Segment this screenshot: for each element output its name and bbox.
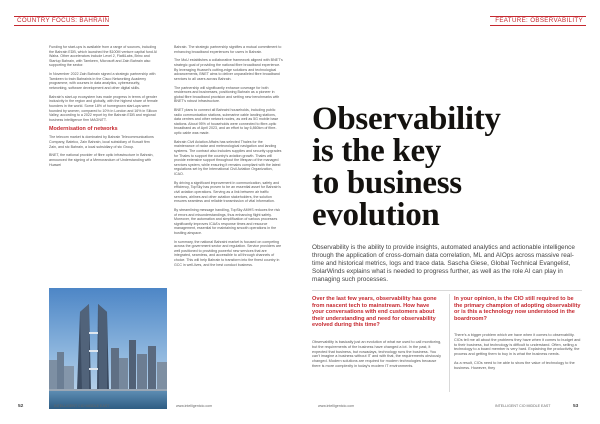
page-number-right: 53: [573, 404, 579, 409]
question-2: In your opinion, is the CIO still required to be the primary champion of adopting observability or is this a technology now understood in the boardroom?: [454, 296, 581, 322]
section-label-right: FEATURE: OBSERVABILITY: [495, 17, 583, 24]
section-label-left: COUNTRY FOCUS: BAHRAIN: [17, 17, 110, 24]
title-line: to business: [312, 165, 462, 201]
body-paragraph: By driving a significant improvement in communication, safety and efficiency, TopSky has proven to be an essential asset for Bahrain's civil aviation operations. Serving as a link between air traffic services, airlines and other aviation stakeholders, the solution ensures seamless and reliable transmission of vital information.: [174, 180, 281, 204]
footer-magazine-right: INTELLIGENT CIO MIDDLE EAST: [495, 404, 551, 408]
body-paragraph: There's a bigger problem which we have when it comes to observability. CIOs tell me all about the problems they have when it comes to budget and to their business, but technology is difficult to understand. Often, selling a technology to a board member is very hard. Explaining the productivity, the process and getting them to buy in is what the business needs.: [454, 333, 581, 357]
title-line: evolution: [312, 197, 440, 233]
question-1: Over the last few years, observability has gone from nascent tech to mainstream. How have your conversations with end customers about their understanding and need for observability evolved during this time?: [312, 296, 437, 329]
body-paragraph: In November 2022 Zain Bahrain signed a strategic partnership with Tamkeen to train Bahrainis in the Cisco Networking Academy programme, with courses in data analytics, cybersecurity, networking, software development and other digital skills.: [49, 72, 156, 90]
body-paragraph: As a result, CIOs need to be able to show the value of technology to the business. However, they: [454, 361, 575, 370]
body-paragraph: The telecom market is dominated by Bahrain Telecommunications Company, Batelco, Zain Bahrain, local subsidiary of Kuwait firm Zain, and stc Bahrain, a local subsidiary of stc Group.: [49, 135, 154, 149]
bahrain-skyline-photo: [49, 288, 167, 409]
article-intro: Observability is the ability to provide insights, automated analytics and actionable intelligence through the application of cross-domain data correlation, ML and AIOps across massive real-time and historical metrics, logs and trace data. Sascha Giese, Global Technical Evangelist, SolarWinds explains what is needed to progress further, as well as the role AI can play in managing such processes.: [312, 244, 575, 283]
section-header-left: [14, 16, 109, 26]
title-line: is the key: [312, 133, 442, 169]
body-paragraph: Funding for start-ups is available from a range of sources, including the Bahrain EDB, which launched the $100M venture capital fund Al Waha. Other accelerators include Level 2, Flat6Labs, Brinc and Startup Bahrain, with Tamkeen, Microsoft and Zain Bahrain also supporting the sector.: [49, 45, 157, 68]
body-paragraph: Observability is basically just an evolution of what we used to call monitoring, but the requirements of the business have changed a lot. In the past, it expected that business, but nowadays, technology runs the business. You can't imagine a business without IT and with that, the requirements obviously changed. Modern solutions are required for modern technologies because there is more complexity in today's modern IT environments.: [312, 340, 442, 368]
body-paragraph: The MoU establishes a collaborative framework aligned with BNET's strategic goal of providing the national fibre broadband experience. By leveraging Huawei's cutting-edge solutions and technological advancements, BNET aims to deliver unparalleled fibre broadband services to all users across Bahrain.: [174, 58, 283, 81]
column-divider: [449, 294, 450, 392]
body-paragraph: Bahrain Civil Aviation Affairs has selected Thales for the maintenance of radar and meteorological navigation and landing systems. The contract also includes supplies and security upgrades for Thales to support the country's aviation growth. Thales will provide extensive support throughout the lifespan of the managed services system, while ensuring it remains compliant with the latest regulations set by the International Civil Aviation Organization, ICAO.: [174, 139, 282, 176]
section-heading: Modernisation of networks: [49, 126, 118, 133]
footer-website-left[interactable]: www.intelligentcio.com: [176, 404, 213, 408]
left-page-column-2: [174, 45, 283, 271]
body-paragraph: The partnership will significantly enhance coverage for both residences and businesses, positioning Bahrain as a pioneer in global fibre broadband provision and setting new benchmarks with BNET's robust infrastructure.: [174, 85, 280, 104]
body-paragraph: By streamlining message handling, TopSky AMHS reduces the risk of errors and misunderstandings, thus enhancing flight safety. Moreover, the automation and simplification of various processes significantly improves ICAA's response times and resource management, essential for maintaining smooth operations in the bustling airspace.: [174, 207, 280, 235]
answer-1: [312, 340, 442, 373]
answer-2: [454, 333, 582, 375]
title-line: Observability: [312, 101, 501, 137]
body-paragraph: BNET plans to connect all Bahraini households, including public radio communication stations, submarine cable landing stations, data centres and other network nodes, as well as 5G mobile base stations. About 95% of households were connected to fibre-optic broadband as of April 2023, and an effort to lay 6,860km of fibre-optic cable was made.: [174, 108, 279, 136]
footer-website-right[interactable]: www.intelligentcio.com: [318, 404, 355, 408]
body-paragraph: Bahrain. The strategic partnership signifies a mutual commitment to enhancing broadband experiences for users in Bahrain.: [174, 45, 282, 54]
body-paragraph: Bahrain's start-up ecosystem has made progress in terms of gender inclusivity in the region and globally, with the highest share of female founders in the world. Some 18% of homegrown start-ups were founded by women, compared to 10% in London and 16% in Silicon Valley, according to a 2022 report by the Bahrain EDB and regional business intelligence firm MAGNiTT.: [49, 94, 158, 122]
footer-magazine-left: INTELLIGENT CIO MIDDLE EAST: [54, 404, 110, 408]
page-number-left: 52: [18, 404, 24, 409]
body-paragraph: BNET, the national provider of fibre optic infrastructure in Bahrain, announced the signing of a Memorandum of Understanding with Huawei: [49, 153, 154, 167]
left-page-column-1: [49, 45, 158, 171]
article-title: [312, 103, 592, 231]
divider: [312, 290, 582, 291]
section-header-right: [490, 16, 586, 26]
body-paragraph: In summary, the national Bahraini market is focused on competing across the government sector and regulation. Service providers are well positioned to providing powerful new services that are integrated, seamless, and accessible to all through channels of choice. This will help Bahrain to transform into the finest country in GCC in well-lives, and the best conduct business.: [174, 239, 282, 267]
